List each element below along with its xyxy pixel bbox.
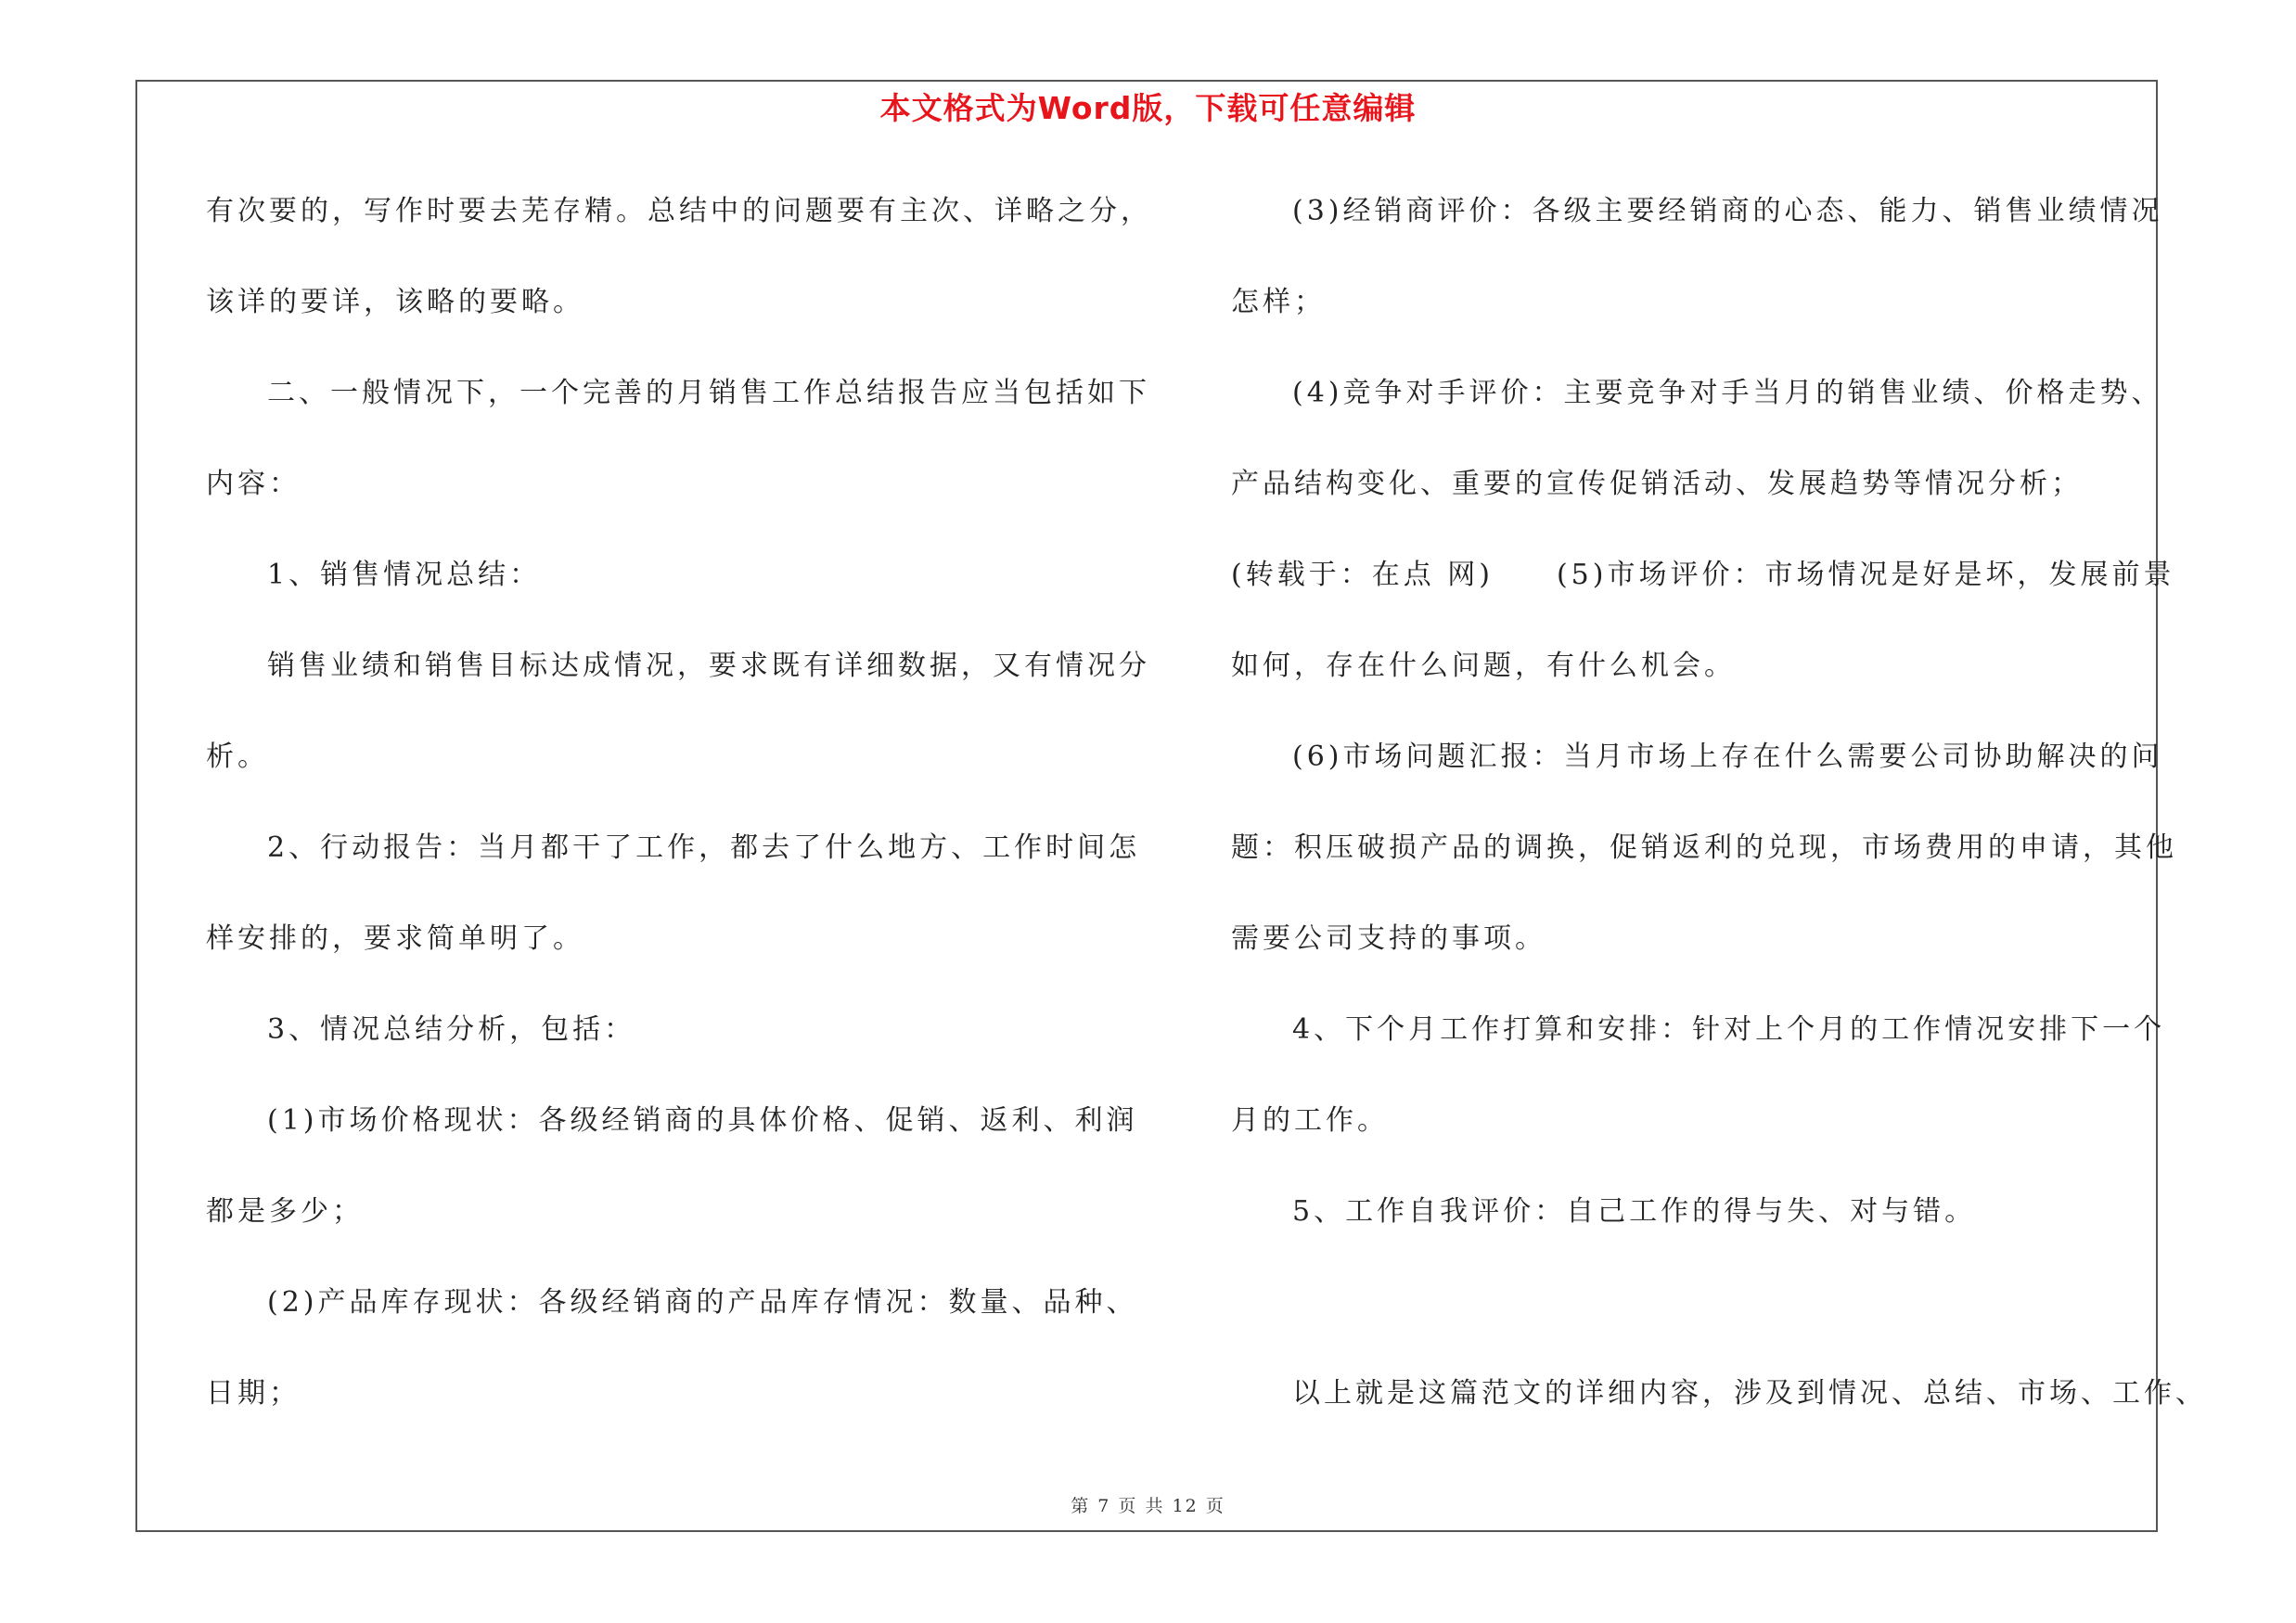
text-line: 内容： <box>206 468 301 500</box>
right-column <box>1231 184 2207 1457</box>
text-line: 如何，存在什么问题，有什么机会。 <box>1231 650 1736 682</box>
left-column <box>206 184 1152 1457</box>
text-line: 2、行动报告：当月都干了工作，都去了什么地方、工作时间怎 <box>267 831 1141 864</box>
text-line: 二、一般情况下，一个完善的月销售工作总结报告应当包括如下 <box>267 377 1150 409</box>
text-line: 日期； <box>206 1377 301 1410</box>
text-line: 怎样； <box>1231 286 1326 318</box>
text-line: (1)市场价格现状：各级经销商的具体价格、促销、返利、利润 <box>267 1104 1138 1137</box>
text-line: 5、工作自我评价：自己工作的得与失、对与错。 <box>1292 1195 1977 1228</box>
text-line: 有次要的，写作时要去芜存精。总结中的问题要有主次、详略之分， <box>206 195 1152 227</box>
text-line: 4、下个月工作打算和安排：针对上个月的工作情况安排下一个 <box>1292 1013 2166 1046</box>
text-line: 该详的要详，该略的要略。 <box>206 286 584 318</box>
text-line: 3、情况总结分析，包括： <box>267 1013 636 1046</box>
page-number: 第 7 页 共 12 页 <box>1071 1496 1225 1516</box>
text-line <box>1231 1275 2149 1366</box>
text-line: 销售业绩和销售目标达成情况，要求既有详细数据，又有情况分 <box>267 650 1150 682</box>
text-line: 1、销售情况总结： <box>267 559 542 591</box>
text-line: (2)产品库存现状：各级经销商的产品库存情况：数量、品种、 <box>267 1286 1138 1319</box>
text-line: (3)经销商评价：各级主要经销商的心态、能力、销售业绩情况 <box>1292 195 2163 227</box>
text-line: (转载于：在点 网) (5)市场评价：市场情况是好是坏，发展前景 <box>1231 559 2175 591</box>
text-line: (6)市场问题汇报：当月市场上存在什么需要公司协助解决的问 <box>1292 741 2163 773</box>
text-line: 以上就是这篇范文的详细内容，涉及到情况、总结、市场、工作、 <box>1292 1377 2207 1410</box>
text-line: 都是多少； <box>206 1195 364 1228</box>
text-line: 需要公司支持的事项。 <box>1231 922 1546 955</box>
format-banner: 本文格式为Word版，下载可任意编辑 <box>879 90 1417 126</box>
text-line: 题：积压破损产品的调换，促销返利的兑现，市场费用的申请，其他 <box>1231 831 2177 864</box>
text-line: (4)竞争对手评价：主要竞争对手当月的销售业绩、价格走势、 <box>1292 377 2163 409</box>
text-line: 月的工作。 <box>1231 1104 1389 1137</box>
text-line: 产品结构变化、重要的宣传促销活动、发展趋势等情况分析； <box>1231 468 2083 500</box>
text-line: 析。 <box>206 741 269 773</box>
text-line: 样安排的，要求简单明了。 <box>206 922 584 955</box>
